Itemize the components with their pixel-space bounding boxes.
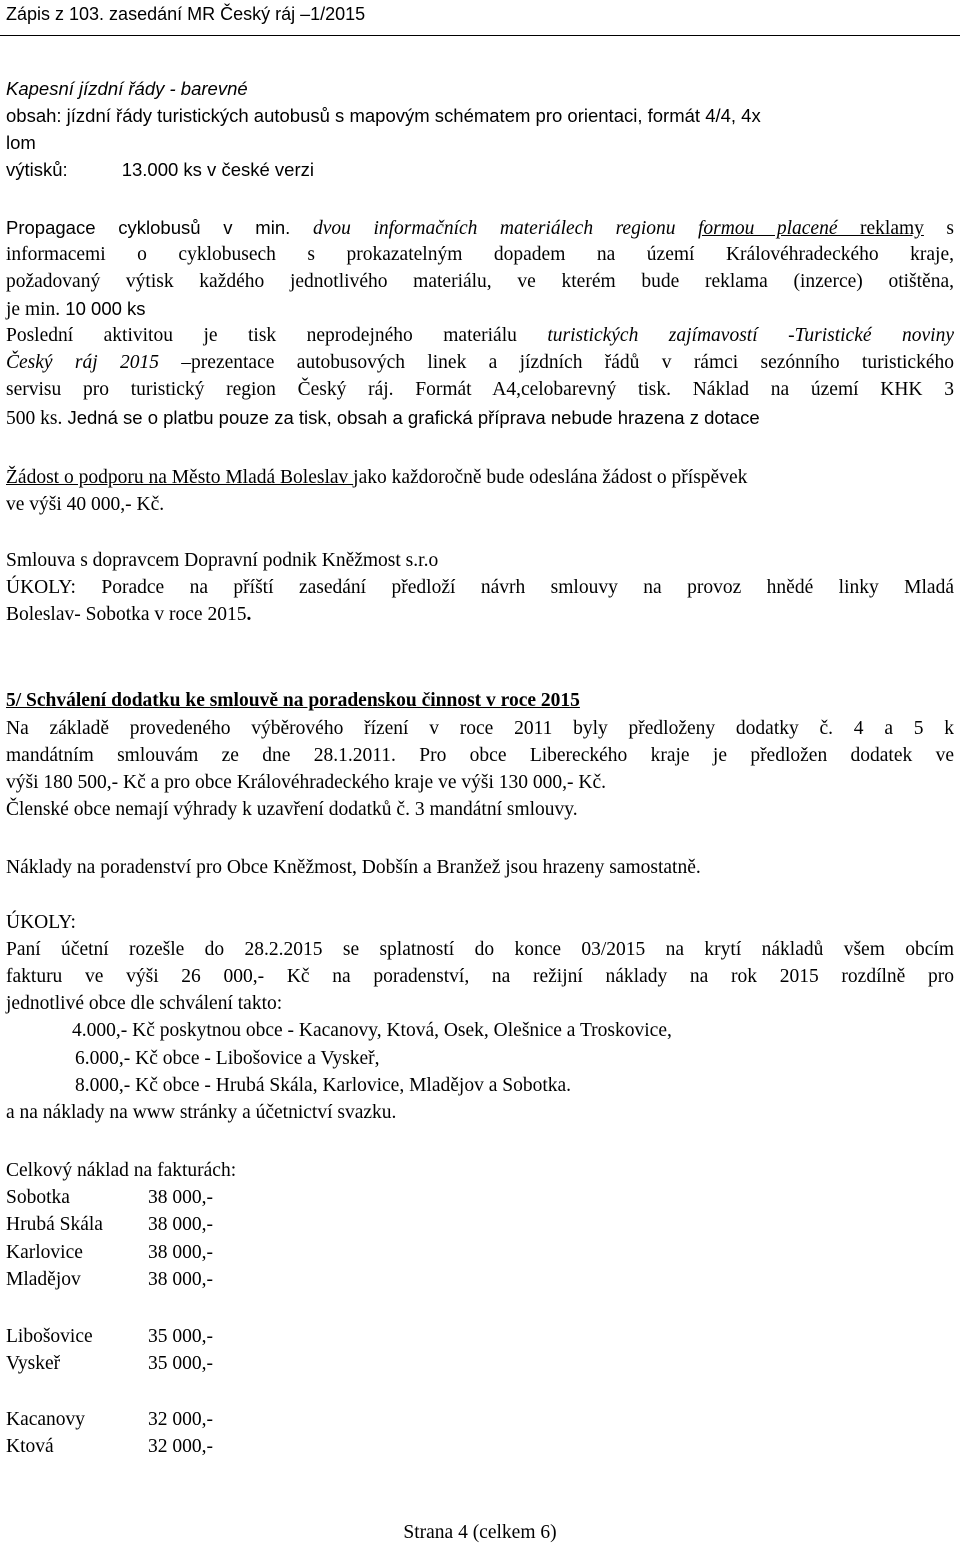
section5-line-3: výši 180 500,- Kč a pro obce Královéhradeckého kraje ve výši 130 000,- Kč. xyxy=(6,772,606,793)
ukoly2-www: a na náklady na www stránky a účetnictví svazku. xyxy=(6,1102,397,1123)
row-name: Karlovice xyxy=(6,1242,83,1263)
ukoly2-item: 4.000,- Kč poskytnou obce - Kacanovy, Ktová, Osek, Olešnice a Troskovice, xyxy=(72,1020,672,1041)
table-row xyxy=(6,1351,213,1377)
row-amount: 32 000,- xyxy=(148,1409,213,1430)
posledni-line-4: 500 ks. Jedná se o platbu pouze za tisk, obsah a grafická příprava nebude hrazena z dotace xyxy=(6,407,760,429)
vytisku-value: 13.000 ks v české verzi xyxy=(121,159,314,180)
table-row xyxy=(6,1434,213,1460)
row-amount: 38 000,- xyxy=(148,1187,213,1208)
ukoly2-label: ÚKOLY: xyxy=(6,912,76,933)
row-name: Vyskeř xyxy=(6,1353,61,1374)
row-amount: 38 000,- xyxy=(148,1242,213,1263)
smlouva-title: Smlouva s dopravcem Dopravní podnik Kněžmost s.r.o xyxy=(6,550,439,571)
row-name: Ktová xyxy=(6,1436,54,1457)
naklad-title: Celkový náklad na fakturách: xyxy=(6,1160,237,1181)
propagace-line-1: Propagace cyklobusů v min. dvou informačních materiálech regionu formou placené reklamy s xyxy=(6,217,954,239)
table-row xyxy=(6,1240,213,1266)
ukoly2-line-3: jednotlivé obce dle schválení takto: xyxy=(6,993,283,1014)
smlouva-line-2: Boleslav- Sobotka v roce 2015. xyxy=(6,604,252,625)
kapesni-title: Kapesní jízdní řády - barevné xyxy=(6,78,248,99)
page-header: Zápis z 103. zasedání MR Český ráj –1/2015 xyxy=(6,4,366,24)
row-amount: 32 000,- xyxy=(148,1436,213,1457)
ukoly2-line-1: Paní účetní rozešle do 28.2.2015 se splatností do konce 03/2015 na krytí nákladů všem obcím xyxy=(6,939,954,960)
section5-naklady: Náklady na poradenství pro Obce Kněžmost, Dobšín a Branžež jsou hrazeny samostatně. xyxy=(6,857,701,878)
propagace-line-3: požadovaný výtisk každého jednotlivého materiálu, ve kterém bude reklama (inzerce) otištěna, xyxy=(6,271,954,292)
row-name: Sobotka xyxy=(6,1187,70,1208)
kapesni-lom: lom xyxy=(6,132,36,153)
section5-heading: 5/ Schválení dodatku ke smlouvě na poradenskou činnost v roce 2015 xyxy=(6,690,580,711)
table-row xyxy=(6,1324,213,1350)
zadost-line-2: ve výši 40 000,- Kč. xyxy=(6,494,165,515)
row-amount: 35 000,- xyxy=(148,1326,213,1347)
table-row xyxy=(6,1212,213,1238)
posledni-line-1: Poslední aktivitou je tisk neprodejného materiálu turistických zajímavostí -Turistické noviny xyxy=(6,325,954,346)
ukoly2-item: 6.000,- Kč obce - Libošovice a Vyskeř, xyxy=(75,1048,380,1069)
ukoly2-item: 8.000,- Kč obce - Hrubá Skála, Karlovice, Mladějov a Sobotka. xyxy=(75,1075,572,1096)
row-amount: 35 000,- xyxy=(148,1353,213,1374)
header-rule xyxy=(0,35,960,36)
section5-line-1: Na základě provedeného výběrového řízení v roce 2011 byly předloženy dodatky č. 4 a 5 k xyxy=(6,718,954,739)
kapesni-vytisku xyxy=(6,157,314,183)
kapesni-obsah: obsah: jízdní řády turistických autobusů s mapovým schématem pro orientaci, formát 4/4, 4x xyxy=(6,105,761,126)
posledni-line-3: servisu pro turistický region Český ráj. Formát A4,celobarevný tisk. Náklad na území KHK 3 xyxy=(6,379,954,400)
table-row xyxy=(6,1267,213,1293)
smlouva-ukoly: ÚKOLY: Poradce na příští zasedání předloží návrh smlouvy na provoz hnědé linky Mladá xyxy=(6,577,954,598)
row-name: Mladějov xyxy=(6,1269,81,1290)
propagace-line-4: je min. 10 000 ks xyxy=(6,298,146,320)
page-footer: Strana 4 (celkem 6) xyxy=(403,1522,557,1543)
row-name: Hrubá Skála xyxy=(6,1214,103,1235)
table-row xyxy=(6,1185,213,1211)
row-amount: 38 000,- xyxy=(148,1269,213,1290)
zadost-line-1: Žádost o podporu na Město Mladá Boleslav jako každoročně bude odeslána žádost o příspěvek xyxy=(6,467,748,488)
row-name: Kacanovy xyxy=(6,1409,86,1430)
zadost-link: Žádost o podporu na Město Mladá Boleslav xyxy=(6,467,354,488)
section5-line-2: mandátním smlouvám ze dne 28.1.2011. Pro obce Libereckého kraje je předložen dodatek ve xyxy=(6,745,954,766)
row-name: Libošovice xyxy=(6,1326,93,1347)
ukoly2-line-2: fakturu ve výši 26 000,- Kč na poradenství, na režijní náklady na rok 2015 rozdílně pro xyxy=(6,966,954,987)
table-row xyxy=(6,1407,213,1433)
vytisku-label: výtisků: xyxy=(6,159,68,180)
section5-line-4: Členské obce nemají výhrady k uzavření dodatků č. 3 mandátní smlouvy. xyxy=(6,799,578,820)
propagace-line-2: informacemi o cyklobusech s prokazatelným dopadem na území Královéhradeckého kraje, xyxy=(6,244,954,265)
row-amount: 38 000,- xyxy=(148,1214,213,1235)
posledni-line-2: Český ráj 2015 –prezentace autobusových linek a jízdních řádů v rámci sezónního turistického xyxy=(6,352,954,373)
ukoly-label: ÚKOLY: xyxy=(6,577,76,598)
